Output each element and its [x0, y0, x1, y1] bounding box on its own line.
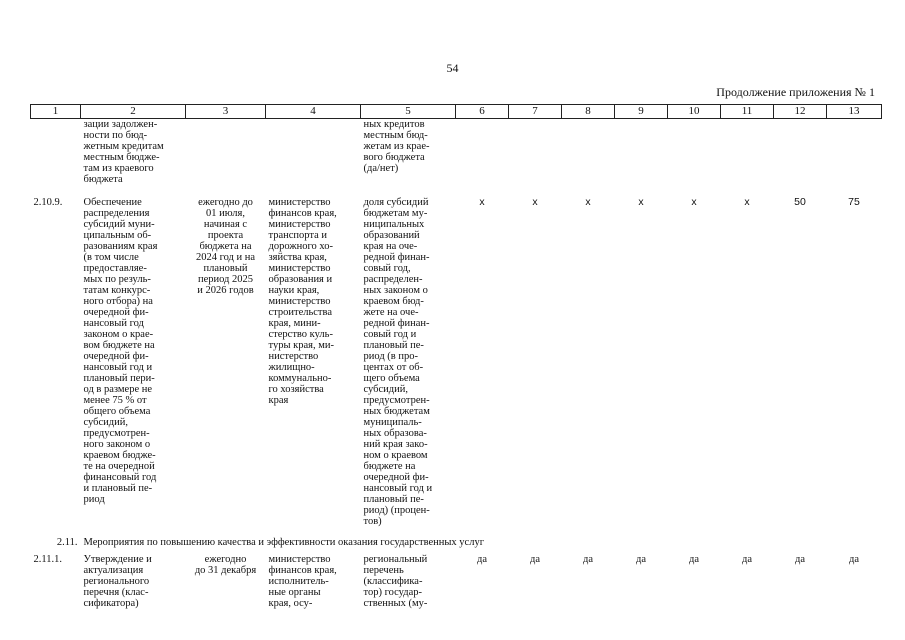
cell-mark: x — [744, 196, 750, 208]
table-row-2-10-9 — [31, 185, 882, 527]
column-number: 3 — [186, 105, 266, 119]
cell-value: 50 — [794, 196, 806, 208]
cell-deadline: ежегодно до 01 июля, начиная с проекта бюджета на 2024 год и на плановый период 2025 и 2026 годов — [195, 197, 256, 296]
cell-measure-text: Утверждение и актуализация регионального перечня (клас- сификатора) — [83, 554, 152, 609]
cell-indicator-text: ных кредитов местным бюд- жетам из крае- вого бюджета (да/нет) — [363, 119, 430, 174]
column-number: 11 — [721, 105, 774, 119]
cell-value: да — [635, 554, 646, 565]
cell-value: да — [476, 554, 487, 565]
section-row-2-11 — [31, 527, 882, 554]
section-title: Мероприятия по повышению качества и эффективности оказания государственных услуг — [83, 537, 485, 548]
page-number: 54 — [446, 61, 459, 75]
section-number: 2.11. — [56, 537, 78, 548]
table-row-continued — [31, 119, 882, 186]
cell-indicator-text: доля субсидий бюджетам му- ниципальных образований края на оче- редной финан- совый год, распределен- ных законом о краевом бюд- жете на оче- редной финан- совый год и плановый пе- риод (в про- центах от об- щего объема субсидий, предусмотрен- ных бюджетам муниципаль- ных образова- ний края зако- ном о краевом бюджете на очередной фи- нансовый год и плановый пе- риод) (процен- тов) — [363, 197, 433, 527]
column-number: 10 — [668, 105, 721, 119]
cell-value: да — [529, 554, 540, 565]
column-number: 6 — [456, 105, 509, 119]
row-number: 2.10.9. — [33, 197, 63, 208]
cell-mark: x — [691, 196, 697, 208]
continuation-caption: Продолжение приложения № 1 — [716, 85, 875, 99]
column-number: 7 — [509, 105, 562, 119]
cell-responsible: министерство финансов края, министерство транспорта и дорожного хо- зяйства края, министерство образования и науки края, министерство строительства края, мини- стерство куль- туры края, ми- нистерство жилищно- коммунально- го хозяйства края — [268, 197, 337, 406]
column-number-row — [31, 105, 882, 119]
column-number: 4 — [266, 105, 361, 119]
column-number: 1 — [31, 105, 81, 119]
column-number: 13 — [827, 105, 882, 119]
cell-deadline: ежегодно до 31 декабря — [194, 554, 257, 576]
table-row-2-11-1 — [31, 554, 882, 609]
cell-value: да — [794, 554, 805, 565]
cell-mark: x — [585, 196, 591, 208]
cell-value: да — [741, 554, 752, 565]
column-number: 5 — [361, 105, 456, 119]
cell-value: да — [848, 554, 859, 565]
cell-mark: x — [479, 196, 485, 208]
cell-responsible: министерство финансов края, исполнитель- ные органы края, осу- — [268, 554, 337, 609]
column-number: 9 — [615, 105, 668, 119]
cell-value: да — [582, 554, 593, 565]
cell-value: 75 — [848, 196, 860, 208]
appendix-table — [30, 104, 882, 609]
column-number: 12 — [774, 105, 827, 119]
cell-mark: x — [638, 196, 644, 208]
column-number: 2 — [81, 105, 186, 119]
cell-value: да — [688, 554, 699, 565]
cell-measure-text: Обеспечение распределения субсидий муни- ципальным об- разованиям края (в том числе предоставляе- мых по резуль- татам конкурс- ного отбора) на очередной фи- нансовый год законом о крае- вом бюджете на очередной фи- нансовый год и плановый пери- од в размере не менее 75 % от общего объема субсидий, предусмотрен- ного законом о краевом бюдже- те на очередной финансовый год и плановый пе- риод — [83, 197, 158, 505]
cell-measure-text: зации задолжен- ности по бюд- жетным кредитам местным бюдже- там из краевого бюджета — [83, 119, 164, 185]
cell-indicator-text: региональный перечень (классифика- тор) государ- ственных (му- — [363, 554, 428, 609]
row-number: 2.11.1. — [33, 554, 62, 565]
column-number: 8 — [562, 105, 615, 119]
cell-mark: x — [532, 196, 538, 208]
